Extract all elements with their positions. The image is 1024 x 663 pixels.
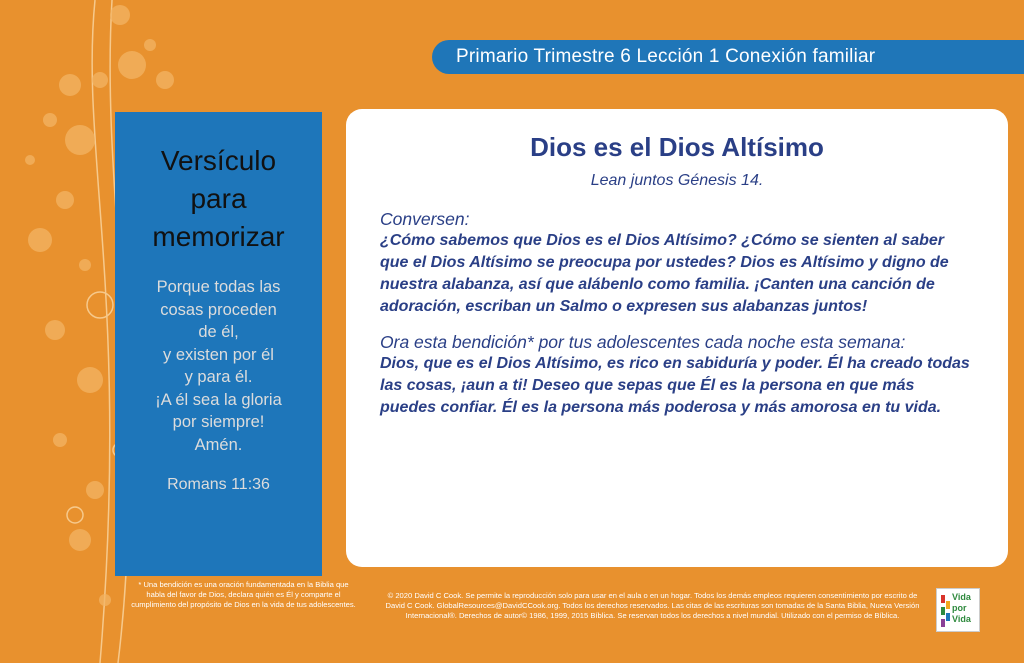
verse-line: ¡A él sea la gloria (155, 390, 282, 409)
card-subtitle: Lean juntos Génesis 14. (590, 172, 764, 189)
title-line: memorizar (152, 221, 285, 252)
verse-line: cosas proceden (160, 300, 277, 319)
logo-line: Vida (952, 592, 971, 602)
memory-verse-title (115, 142, 322, 256)
talk-body: ¿Cómo sabemos que Dios es el Dios Altísimo? ¿Cómo se sienten al saber que el Dios Altísimo se preocupa por ustedes? Dios es Altísimo y digno de nuestra alabanza, así que alábenlo como familia. ¡Canten una canción de adoración, escriban un Salmo o expresen sus alabanzas juntos! (380, 232, 949, 315)
lesson-header: Primario Trimestre 6 Lección 1 Conexión familiar (432, 40, 1024, 74)
verse-line: y para él. (184, 368, 253, 386)
verse-line: Porque todas las (156, 278, 281, 296)
logo-line: Vida (952, 614, 971, 624)
logo-text (952, 592, 971, 625)
blessing-footnote: * Una bendición es una oración fundamentada en la Biblia que habla del favor de Dios, declara quién es Él y comparte el cumplimiento del propósito de Dios en la vida de tus adolescentes. (131, 580, 356, 609)
memory-verse-text (115, 276, 322, 456)
vida-por-vida-logo (936, 588, 980, 632)
memory-verse-panel (115, 112, 322, 576)
verse-line: Amén. (194, 435, 243, 454)
card-title: Dios es el Dios Altísimo (530, 132, 824, 162)
lesson-card (346, 109, 1008, 567)
logo-mark-icon (939, 593, 953, 629)
copyright-notice: © 2020 David C Cook. Se permite la reproducción solo para usar en el aula o en un hogar. Todos los demás empleos requieren consentimiento por escrito de David C Cook. GlobalResources@DavidCCook.org. Todos los derechos reservados. Las citas de las escrituras son tomadas de la Santa Biblia, Nueva Versión Internacional®. Derechos de autor© 1986, 1999, 2015 Bíblica. Se reservan todos los derechos a nivel mundial. Utilizado con el permiso de Bíblica. (385, 591, 920, 620)
blessing-heading: Ora esta bendición* por tus adolescentes cada noche esta semana: (380, 332, 906, 352)
title-line: para (190, 183, 247, 214)
talk-heading: Conversen: (380, 209, 470, 229)
verse-line: por siempre! (172, 413, 265, 431)
logo-line: por (952, 603, 967, 613)
verse-line: y existen por él (163, 345, 274, 364)
blessing-body: Dios, que es el Dios Altísimo, es rico en sabiduría y poder. Él ha creado todas las cosas, ¡aun a ti! Deseo que sepas que Él es la persona en que más puedes confiar. Él es la persona más poderosa y más amorosa en tu vida. (380, 355, 970, 416)
talk-section (346, 208, 1008, 318)
verse-line: de él, (198, 323, 239, 341)
verse-reference: Romans 11:36 (167, 476, 270, 493)
blessing-section (346, 331, 1008, 419)
title-line: Versículo (160, 145, 277, 176)
